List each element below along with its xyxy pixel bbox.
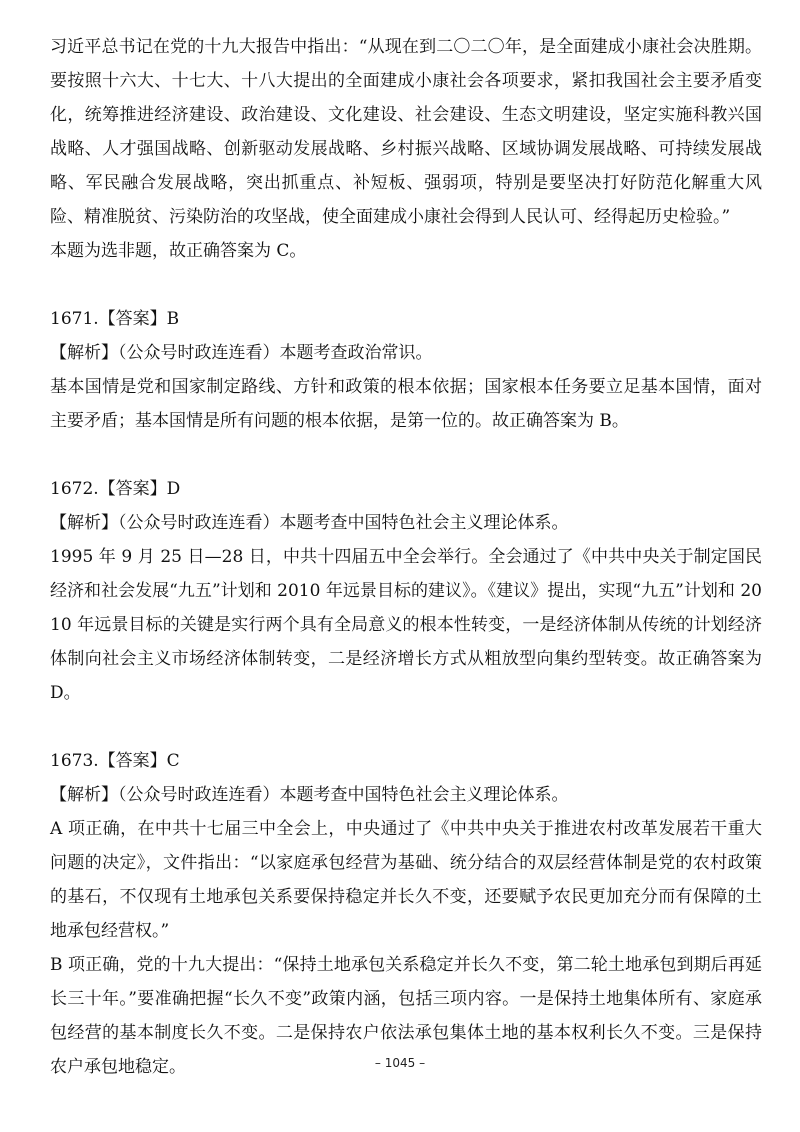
analysis-paragraph: 1995 年 9 月 25 日—28 日，中共十四届五中全会举行。全会通过了《中共中央关于制定国民经济和社会发展“九五”计划和 2010 年远景目标的建议》。《建议》提出，实现“九五”计划和 2010 年远景目标的关键是实行两个具有全局意义的根本性转变，一是经济体制从传统的计划经济体制向社会主义市场经济体制转变，二是经济增长方式从粗放型向集约型转变。故正确答案为 D。	[50, 547, 762, 703]
option-a-paragraph: A 项正确，在中共十七届三中全会上，中央通过了《中共中央关于推进农村改革发展若干重大问题的决定》，文件指出：“以家庭承包经营为基础、统分结合的双层经营体制是党的农村政策的基石，不仅现有土地承包关系要保持稳定并长久不变，还要赋予农民更加充分而有保障的土地承包经营权。”	[50, 819, 762, 941]
question-block-1673	[50, 744, 762, 1084]
section-gap	[50, 710, 762, 744]
answer-line: 1671.【答案】B	[50, 309, 180, 329]
page-number: – 1045 –	[374, 1056, 426, 1070]
document-page	[50, 30, 762, 1084]
answer-line: 1672.【答案】D	[50, 479, 181, 499]
answer-line: 1673.【答案】C	[50, 751, 180, 771]
continuation-conclusion: 本题为选非题，故正确答案为 C。	[50, 241, 307, 261]
analysis-heading: 【解析】（公众号时政连连看）本题考查政治常识。	[50, 343, 433, 363]
option-b-paragraph: B 项正确，党的十九大提出：“保持土地承包关系稳定并长久不变，第二轮土地承包到期后再延长三十年。”要准确把握“长久不变”政策内涵，包括三项内容。一是保持土地集体所有、家庭承包经营的基本制度长久不变。二是保持农户依法承包集体土地的基本权利长久不变。三是保持农户承包地稳定。	[50, 955, 762, 1077]
section-gap	[50, 268, 762, 302]
analysis-heading: 【解析】（公众号时政连连看）本题考查中国特色社会主义理论体系。	[50, 785, 569, 805]
analysis-paragraph: 基本国情是党和国家制定路线、方针和政策的根本依据；国家根本任务要立足基本国情，面对主要矛盾；基本国情是所有问题的根本依据，是第一位的。故正确答案为 B。	[50, 377, 762, 431]
question-block-1672	[50, 472, 762, 710]
analysis-heading: 【解析】（公众号时政连连看）本题考查中国特色社会主义理论体系。	[50, 513, 569, 533]
question-block-1671	[50, 302, 762, 438]
continuation-paragraph: 习近平总书记在党的十九大报告中指出：“从现在到二〇二〇年，是全面建成小康社会决胜期。要按照十六大、十七大、十八大提出的全面建成小康社会各项要求，紧扣我国社会主要矛盾变化，统筹推进经济建设、政治建设、文化建设、社会建设、生态文明建设，坚定实施科教兴国战略、人才强国战略、创新驱动发展战略、乡村振兴战略、区域协调发展战略、可持续发展战略、军民融合发展战略，突出抓重点、补短板、强弱项，特别是要坚决打好防范化解重大风险、精准脱贫、污染防治的攻坚战，使全面建成小康社会得到人民认可、经得起历史检验。”	[50, 37, 762, 227]
section-gap	[50, 438, 762, 472]
